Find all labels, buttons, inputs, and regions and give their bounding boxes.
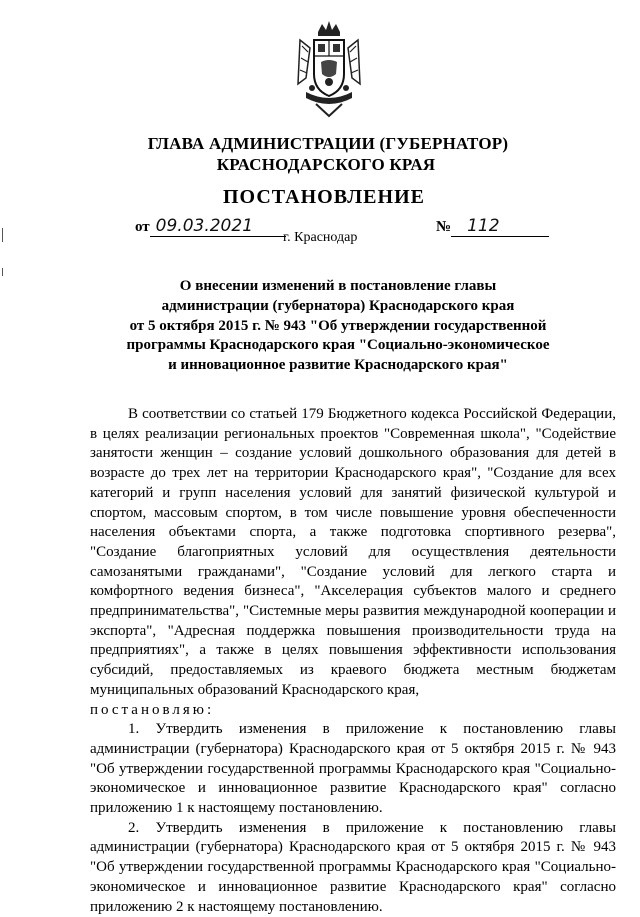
city-line: г. Краснодар — [283, 230, 358, 245]
title-line: от 5 октября 2015 г. № 943 "Об утверждении государственной — [129, 317, 547, 334]
margin-mark — [2, 268, 9, 276]
coat-of-arms-icon — [296, 18, 362, 118]
item-1-paragraph: 1. Утвердить изменения в приложение к постановлению главы администрации (губернатора) Краснодарского края от 5 октября 2015 г. № 943 "Об утверждении государственной программы Краснодарского края "Социально-экономическое и инновационное развитие Краснодарского края" согласно приложению 1 к настоящему постановлению. — [90, 721, 616, 817]
date-prefix: от — [135, 219, 150, 235]
document-type-heading: ПОСТАНОВЛЕНИЕ — [223, 186, 425, 208]
number-value: 112 — [451, 216, 549, 237]
document-number — [436, 216, 549, 237]
decree-word: постановляю: — [90, 701, 215, 718]
document-title — [118, 277, 558, 376]
number-prefix: № — [436, 219, 452, 235]
title-line: О внесении изменений в постановление главы — [179, 278, 497, 294]
date-value: 09.03.2021 — [150, 216, 286, 237]
authority-name-line2: КРАСНОДАРСКОГО КРАЯ — [216, 155, 436, 174]
authority-name-line1: ГЛАВА АДМИНИСТРАЦИИ (ГУБЕРНАТОР) — [147, 134, 509, 153]
title-line: программы Краснодарского края "Социально-экономическое — [126, 337, 550, 354]
item-2-paragraph: 2. Утвердить изменения в приложение к постановлению главы администрации (губернатора) Краснодарского края от 5 октября 2015 г. № 943 "Об утверждении государственной программы Краснодарского края "Социально-экономическое и инновационное развитие Краснодарского края" согласно приложению 2 к настоящему постановлению. — [90, 819, 616, 915]
margin-mark — [2, 228, 9, 242]
document-date — [135, 216, 286, 237]
title-line: и инновационное развитие Краснодарского края" — [168, 357, 508, 374]
document-body — [90, 405, 616, 917]
preamble-paragraph: В соответствии со статьей 179 Бюджетного кодекса Российской Федерации, в целях реализации региональных проектов "Современная школа", "Содействие занятости женщин – создание условий дошкольного образования для детей в возрасте до трех лет на территории Краснодарского края", "Создание для всех категорий и групп населения условий для занятий физической культурой и спортом, массовым спортом, в том числе повышение уровня обеспеченности населения объектами спорта, а также подготовка спортивного резерва", "Создание благоприятных условий для осуществления деятельности самозанятыми гражданами", "Создание условий для легкого старта и комфортного ведения бизнеса", "Акселерация субъектов малого и среднего предпринимательства", "Системные меры развития международной кооперации и экспорта", "Адресная поддержка повышения производительности труда на предприятиях", а также в целях повышения эффективности использования субсидий, предоставляемых из краевого бюджета местным бюджетам муниципальных образований Краснодарского края, — [90, 406, 616, 698]
title-line: администрации (губернатора) Краснодарского края — [161, 297, 515, 314]
